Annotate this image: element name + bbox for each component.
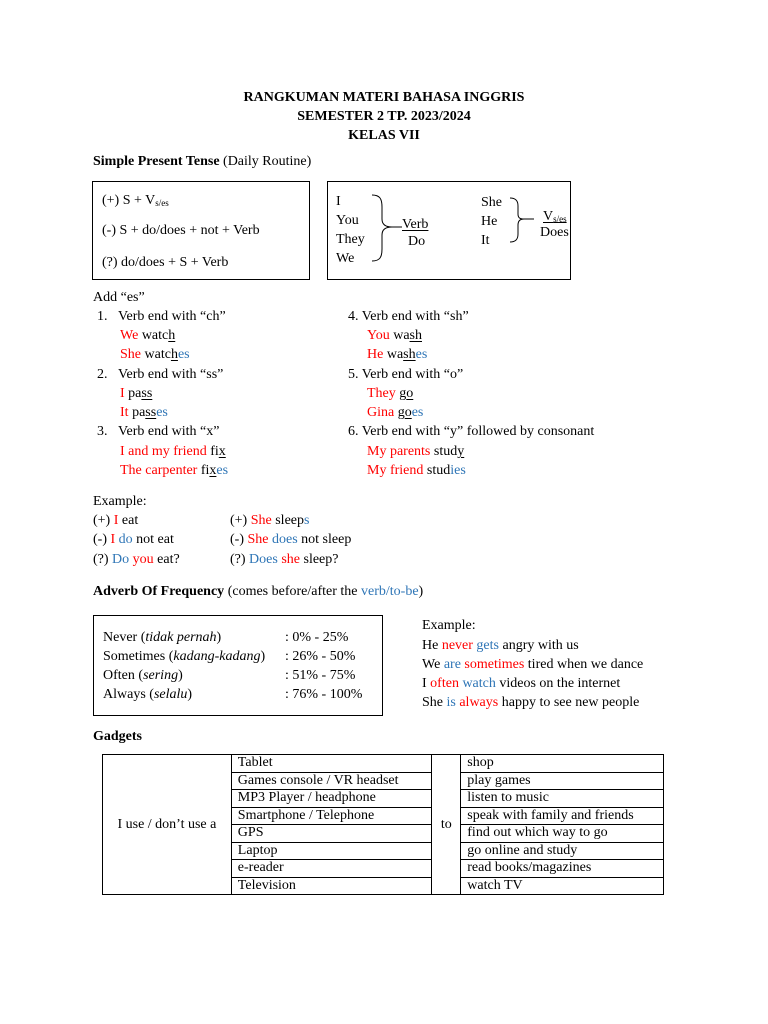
adverb-example-heading: Example: — [422, 618, 476, 633]
adverb-example-2: We are sometimes tired when we dance — [422, 657, 644, 672]
rule-5-example-1: They go — [367, 386, 414, 401]
gadget-cell: Laptop — [231, 842, 432, 860]
rule-4-example-1: You wash — [367, 328, 422, 343]
rule-4-example-2: He washes — [367, 347, 428, 362]
gadget-cell: Games console / VR headset — [231, 772, 432, 790]
use-cell: speak with family and friends — [461, 807, 664, 825]
title-line-3: KELAS VII — [348, 128, 420, 143]
gadgets-heading: Gadgets — [93, 729, 142, 744]
pronoun-she: She — [481, 195, 502, 210]
rule-6-example-2: My friend studies — [367, 463, 466, 478]
pronoun-he: He — [481, 214, 498, 229]
freq-sometimes: Sometimes (kadang-kadang) : 26% - 50% — [103, 649, 356, 664]
use-cell: shop — [461, 755, 664, 773]
rule-3-example-2: The carpenter fixes — [120, 463, 229, 478]
formula-negative: (-) S + do/does + not + Verb — [102, 223, 260, 238]
rule-5-example-2: Gina goes — [367, 405, 424, 420]
use-cell: watch TV — [461, 877, 664, 895]
rule-4: 4. Verb end with “sh” — [348, 309, 469, 324]
right-aux-does: Does — [540, 225, 569, 240]
gadget-cell: Tablet — [231, 755, 432, 773]
use-cell: go online and study — [461, 842, 664, 860]
example-left-negative: (-) I do not eat — [93, 532, 174, 547]
rule-1-example-1: We watch — [120, 328, 176, 343]
right-brace-icon — [508, 196, 536, 244]
rule-2-example-2: It passes — [120, 405, 168, 420]
table-row — [103, 755, 664, 773]
example-left-question: (?) Do you eat? — [93, 552, 180, 567]
rule-5: 5. Verb end with “o” — [348, 367, 464, 382]
example-left-positive: (+) I eat — [93, 513, 139, 528]
adverb-heading: Adverb Of Frequency (comes before/after the verb/to-be) — [93, 584, 424, 599]
formula-question: (?) do/does + S + Verb — [102, 255, 229, 270]
pronoun-they: They — [336, 232, 365, 247]
gadget-cell: Television — [231, 877, 432, 895]
use-cell: play games — [461, 772, 664, 790]
use-cell: find out which way to go — [461, 825, 664, 843]
right-verb: $V_{s/es}$ — [543, 209, 567, 224]
adverb-example-3: I often watch videos on the internet — [422, 676, 621, 691]
gadget-cell: GPS — [231, 825, 432, 843]
example-right-positive: (+) She sleeps — [230, 513, 310, 528]
rule-2-example-1: I pass — [120, 386, 153, 401]
pronoun-it: It — [481, 233, 490, 248]
example-right-question: (?) Does she sleep? — [230, 552, 339, 567]
freq-often: Often (sering) : 51% - 75% — [103, 668, 356, 683]
simple-present-heading: Simple Present Tense (Daily Routine) — [93, 154, 312, 169]
gadget-cell: MP3 Player / headphone — [231, 790, 432, 808]
add-es-heading: Add “es” — [93, 290, 145, 305]
left-verb: Verb — [402, 217, 429, 232]
example-right-negative: (-) She does not sleep — [230, 532, 352, 547]
gadgets-table — [102, 754, 664, 895]
rule-1-example-2: She watches — [120, 347, 190, 362]
gadgets-lead: I use / don’t use a — [103, 755, 232, 895]
rule-2: 2. Verb end with “ss” — [97, 367, 224, 382]
freq-never: Never (tidak pernah) : 0% - 25% — [103, 630, 349, 645]
left-aux-do: Do — [408, 234, 426, 249]
rule-3-example-1: I and my friend fix — [120, 444, 226, 459]
adverb-example-4: She is always happy to see new people — [422, 695, 640, 710]
gadget-cell: e-reader — [231, 860, 432, 878]
formula-positive: (+) $S + V_{s/es}$ — [102, 193, 169, 208]
pronoun-we: We — [336, 251, 355, 266]
pronoun-you: You — [336, 213, 359, 228]
example-heading: Example: — [93, 494, 147, 509]
rule-1: 1. Verb end with “ch” — [97, 309, 226, 324]
use-cell: read books/magazines — [461, 860, 664, 878]
rule-3: 3. Verb end with “x” — [97, 424, 220, 439]
title-line-1: RANGKUMAN MATERI BAHASA INGGRIS — [243, 90, 525, 105]
left-brace-icon — [370, 193, 404, 263]
title-line-2: SEMESTER 2 TP. 2023/2024 — [297, 109, 471, 124]
freq-always: Always (selalu) : 76% - 100% — [103, 687, 363, 702]
adverb-example-1: He never gets angry with us — [422, 638, 579, 653]
rule-6-example-1: My parents study — [367, 444, 465, 459]
rule-6: 6. Verb end with “y” followed by consonant — [348, 424, 595, 439]
gadgets-to: to — [432, 755, 461, 895]
gadget-cell: Smartphone / Telephone — [231, 807, 432, 825]
pronoun-i: I — [336, 194, 341, 209]
use-cell: listen to music — [461, 790, 664, 808]
